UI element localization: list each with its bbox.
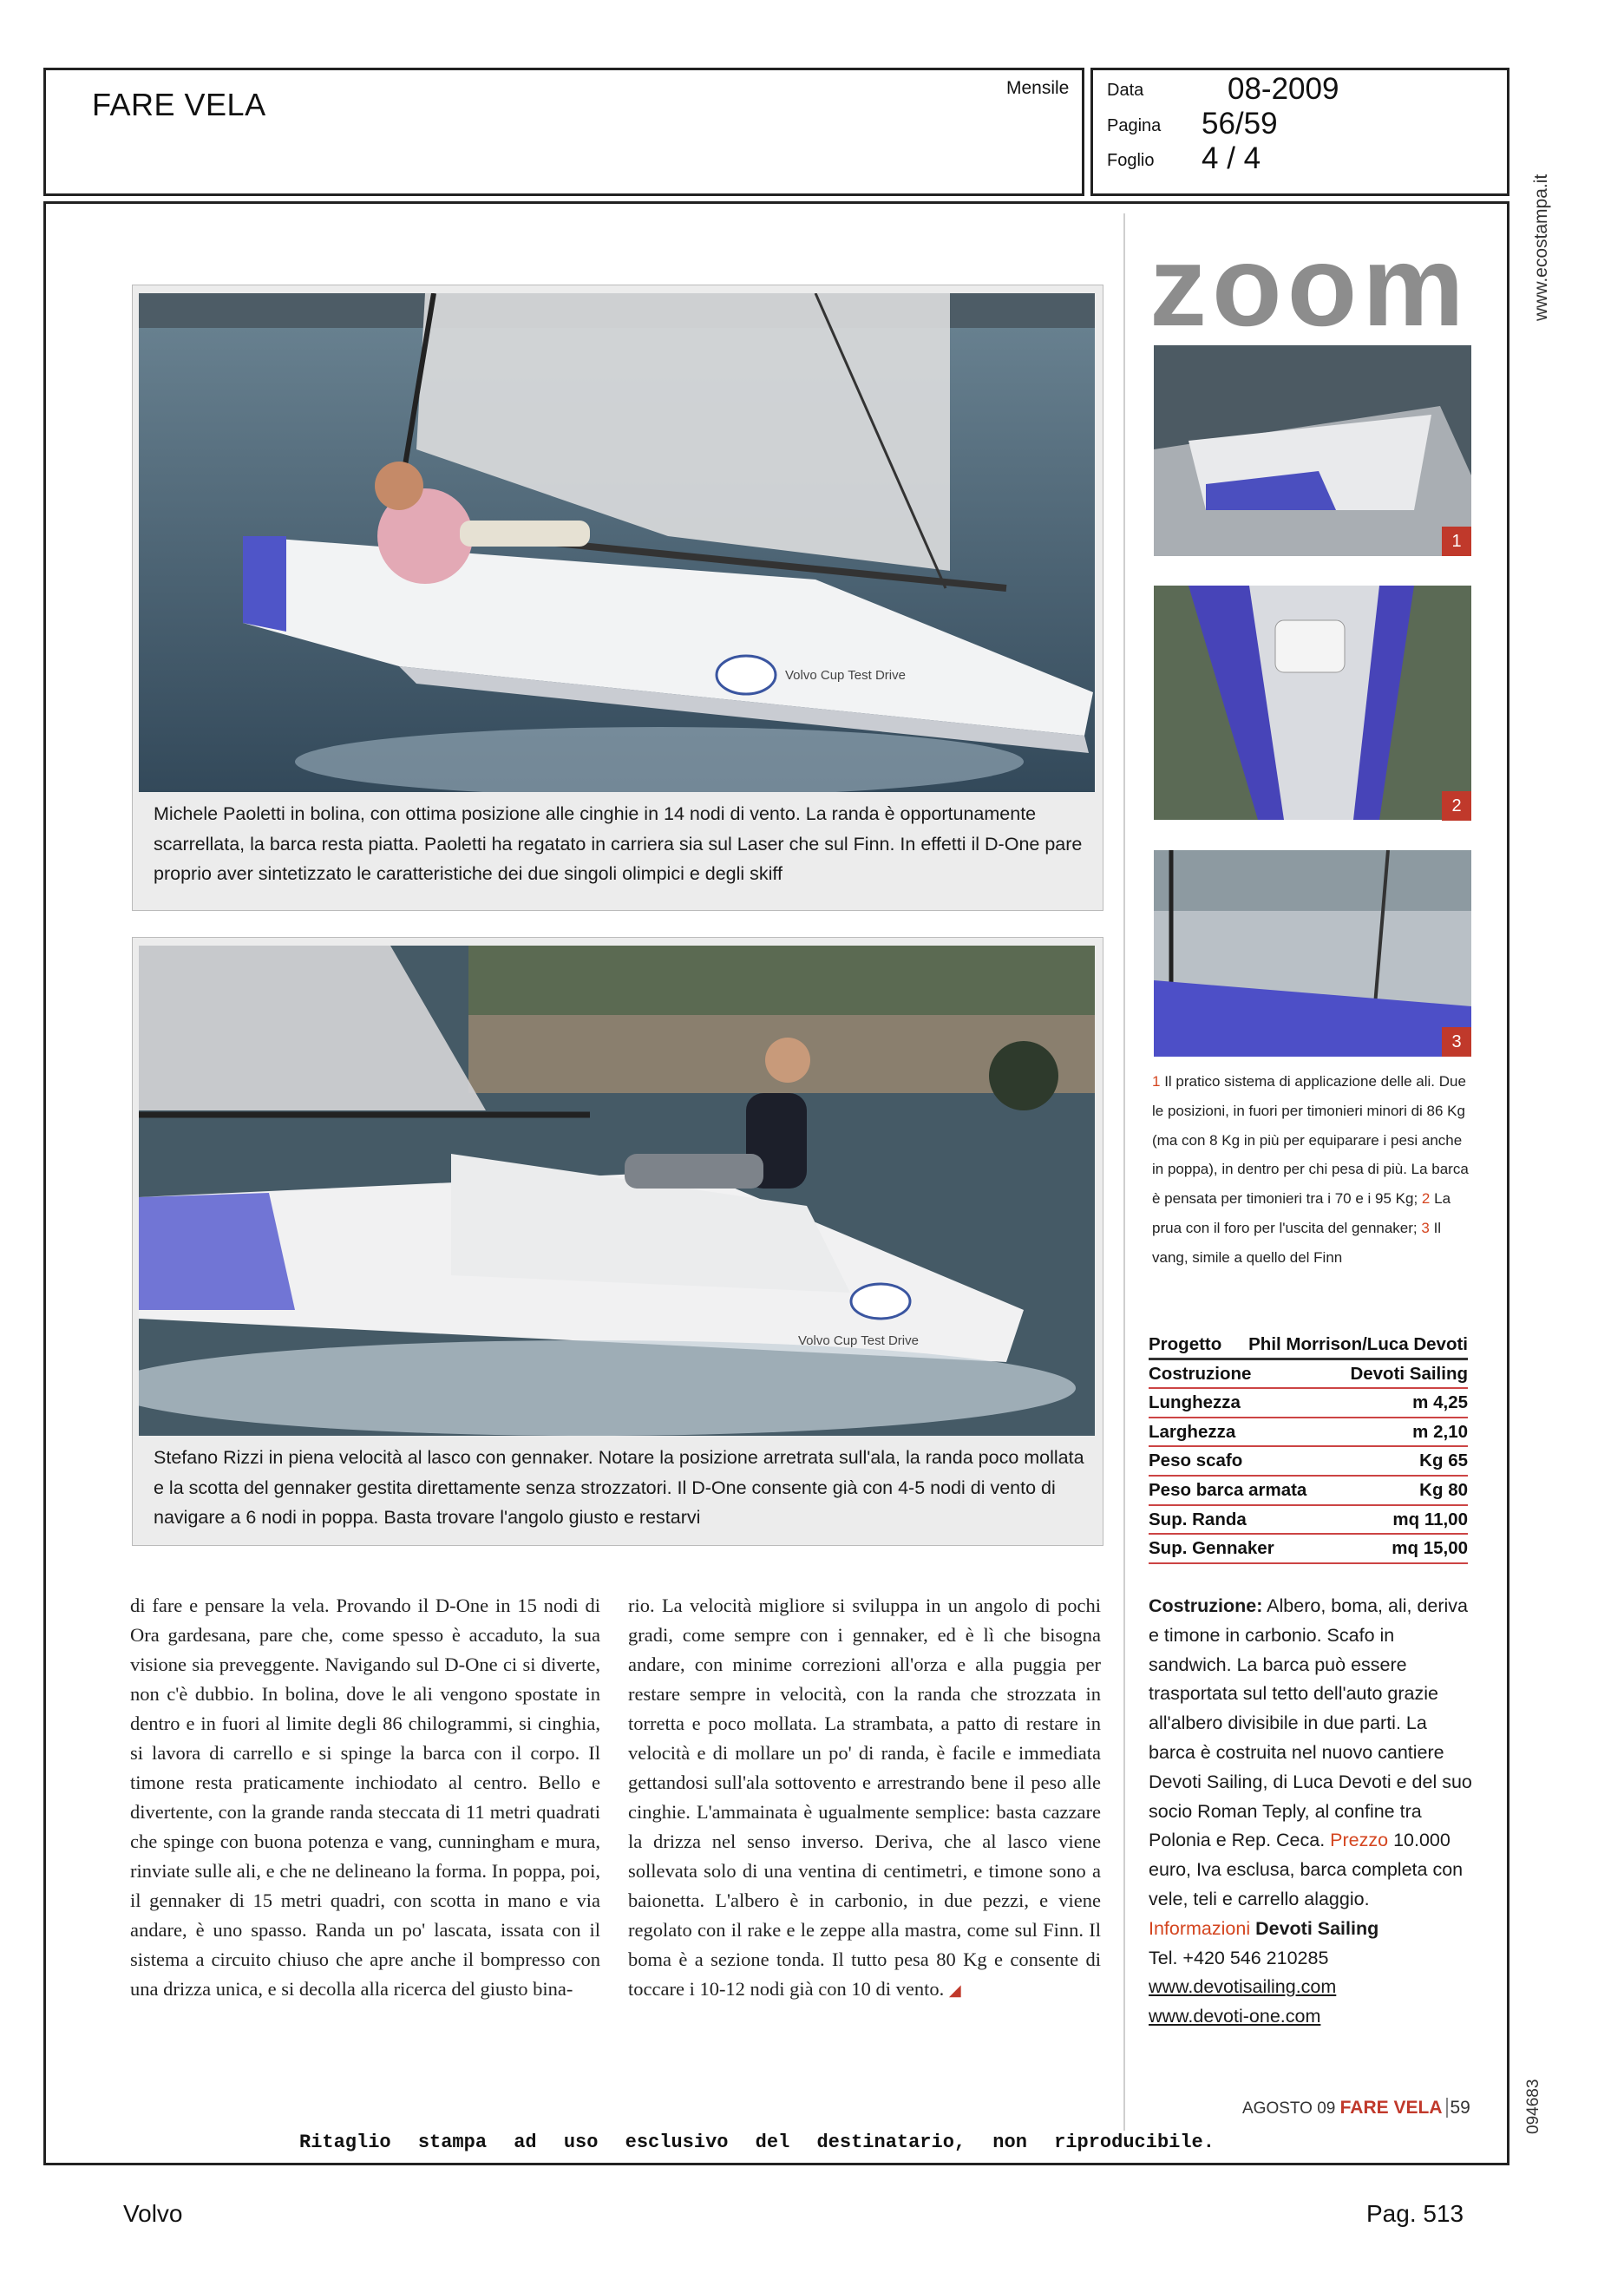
photo2-caption: Stefano Rizzi in piena velocità al lasco con gennaker. Notare la posizione arretrata sull'ala, la randa poco mollata e la scotta del gennaker gestita direttamente senza strozzatori. Il D-One consente già con 4-5 nodi di vento di navigare a 6 nodi in poppa. Basta trovare l'angolo giusto e restarvi (154, 1447, 1084, 1528)
spec-header-row (1149, 1331, 1468, 1360)
info-url-1[interactable]: www.devotisailing.com (1149, 1976, 1337, 1998)
spec-label: Sup. Randa (1149, 1509, 1247, 1529)
zoom-photo-1-image (1154, 345, 1471, 556)
spec-value: mq 11,00 (1392, 1509, 1468, 1529)
end-mark-icon: ◢ (948, 1981, 961, 1999)
spec-row (1149, 1418, 1468, 1448)
info-tel: Tel. +420 546 210285 (1149, 1947, 1329, 1968)
spec-value: Kg 80 (1419, 1479, 1468, 1500)
folio-month: AGOSTO 09 (1242, 2099, 1336, 2118)
publication-name: FARE VELA (92, 87, 266, 122)
info-url-2[interactable]: www.devoti-one.com (1149, 2006, 1321, 2027)
pagina-value: 56/59 (1202, 107, 1278, 141)
zoom-photo-2 (1154, 586, 1471, 820)
zoom-caption-text-2: La prua con il foro per l'uscita del gennaker; (1152, 1190, 1451, 1236)
photo1-image (139, 293, 1095, 792)
zoom-caption-num-2: 2 (1421, 1190, 1431, 1208)
body-column-1 (130, 1591, 600, 2004)
photo1-sail-text: Volvo Cup Test Drive (785, 668, 906, 683)
side-code: 094683 (1524, 2079, 1542, 2134)
side-url: www.ecostampa.it (1531, 174, 1551, 321)
reproduction-notice: Ritaglio stampa ad uso esclusivo del destinatario, non riproducibile. (299, 2132, 1215, 2153)
spec-label: Peso barca armata (1149, 1479, 1307, 1500)
spec-row (1149, 1389, 1468, 1418)
spec-row (1149, 1447, 1468, 1477)
photo2-image (139, 946, 1095, 1436)
pagina-label: Pagina (1107, 116, 1162, 135)
folio-magazine: FARE VELA (1339, 2098, 1443, 2118)
zoom-caption (1152, 1067, 1471, 1273)
frequency-label: Mensile (1006, 78, 1070, 98)
foglio-label: Foglio (1107, 151, 1155, 170)
zoom-photo-2-image (1154, 586, 1471, 820)
zoom-photo-1 (1154, 345, 1471, 556)
spec-value: Kg 65 (1419, 1451, 1468, 1471)
zoom-caption-num-3: 3 (1421, 1219, 1430, 1236)
spec-label: Larghezza (1149, 1421, 1236, 1442)
informazioni-label: Informazioni (1149, 1917, 1251, 1939)
folio-page: 59 (1446, 2098, 1470, 2118)
spec-row (1149, 1535, 1468, 1564)
prezzo-text: 10.000 euro, Iva esclusa, barca completa con vele, teli e carrello alaggio. (1149, 1830, 1464, 1909)
sailing-photo-1 (139, 293, 1095, 792)
spec-label: Lunghezza (1149, 1392, 1241, 1413)
footer-left: Volvo (123, 2200, 183, 2227)
spec-value: m 4,25 (1412, 1392, 1468, 1413)
spec-value: m 2,10 (1412, 1421, 1468, 1442)
zoom-badge-2: 2 (1442, 791, 1471, 821)
spec-row (1149, 1477, 1468, 1506)
body-column-2-text: rio. La velocità migliore si sviluppa in un angolo di pochi gradi, come sempre con i gennaker, ed è lì che bisogna andare, con minime correzioni all'orza e alla puggia per restare sempre in velocità, con la randa che strozzata in torretta e poco mollata. La strambata, a patto di restare in velocità e di mollare un po' di randa, è facile e immediata gettandosi sull'ala sottovento e arrestrando bene il peso alle cinghie. L'ammainata è ugualmente semplice: basta cazzare la drizza nel senso inverso. Deriva, che al lasco viene sollevata solo di una ventina di centimetri, e timone sono a baionetta. L'albero è in carbonio, in due pezzi, e viene regolato con il rake e le zeppe alla mastra, come sul Finn. Il boma è a sezione tonda. Il tutto pesa 80 Kg e consente di toccare i 10-12 nodi già con 10 di vento. (628, 1595, 1101, 2000)
spec-row (1149, 1506, 1468, 1536)
spec-value: Devoti Sailing (1350, 1363, 1468, 1384)
prezzo-label: Prezzo (1330, 1830, 1389, 1851)
photo2-sail-text: Volvo Cup Test Drive (798, 1333, 919, 1348)
sailing-photo-2 (139, 946, 1095, 1436)
zoom-badge-1: 1 (1442, 527, 1471, 556)
zoom-caption-text-3: Il vang, simile a quello del Finn (1152, 1219, 1442, 1266)
spec-header-value: Phil Morrison/Luca Devoti (1248, 1334, 1468, 1354)
zoom-badge-3: 3 (1442, 1027, 1471, 1057)
informazioni-name: Devoti Sailing (1250, 1917, 1379, 1939)
spec-header-label: Progetto (1149, 1334, 1222, 1354)
body-column-2 (628, 1591, 1101, 2005)
zoom-sidebar-divider (1123, 213, 1125, 2131)
page-folio (1242, 2098, 1470, 2119)
spec-label: Peso scafo (1149, 1451, 1243, 1471)
data-value: 08-2009 (1228, 72, 1339, 106)
info-block (1149, 1592, 1474, 2032)
costruzione-label: Costruzione: (1149, 1595, 1263, 1616)
spec-value: mq 15,00 (1392, 1538, 1468, 1559)
zoom-caption-num-1: 1 (1152, 1073, 1161, 1090)
zoom-caption-text-1: Il pratico sistema di applicazione delle ali. Due le posizioni, in fuori per timonieri minori di 86 Kg (ma con 8 Kg in più per equiparare i pesi anche in poppa), in dentro per chi pesa di più. La barca è pensata per timonieri tra i 70 e i 95 Kg; (1152, 1073, 1469, 1208)
body-column-1-text: di fare e pensare la vela. Provando il D-One in 15 nodi di Ora gardesana, pare che, come spesso è accaduto, la sua visione sia preveggente. Navigando sul D-One ci si diverte, non c'è dubbio. In bolina, dove le ali vengono spostate in dentro e in fuori al limite degli 86 chilogrammi, si cinghia, si lavora di carrello e si spinge la barca con il corpo. Il timone resta praticamente inchiodato al centro. Bello e divertente, con la grande randa steccata di 11 metri quadrati che spinge con buona potenza e vang, cunningham e mura, rinviate sulle ali, e che ne delineano la forma. In poppa, poi, il gennaker di 15 metri quadri, con scotta in mano e via andare, è uno spasso. Randa un po' lascata, issata con il sistema a circuito chiuso che apre anche il bompresso con una drizza unica, e si decolla alla ricerca del giusto bina- (130, 1595, 600, 2000)
spec-label: Costruzione (1149, 1363, 1252, 1384)
spec-table (1149, 1331, 1468, 1564)
zoom-title: zoom (1149, 222, 1470, 338)
costruzione-text: Albero, boma, ali, deriva e timone in carbonio. Scafo in sandwich. La barca può essere trasportata sul tetto dell'auto grazie all'albero divisibile in due parti. La barca è costruita nel nuovo cantiere Devoti Sailing, di Luca Devoti e del suo socio Roman Teply, al confine tra Polonia e Rep. Ceca. (1149, 1595, 1472, 1851)
footer-right: Pag. 513 (1366, 2200, 1464, 2227)
photo1-caption: Michele Paoletti in bolina, con ottima posizione alle cinghie in 14 nodi di vento. La randa è opportunamente scarrellata, la barca resta piatta. Paoletti ha regatato in carriera sia sul Laser che sul Finn. In effetti il D-One pare proprio aver sintetizzato le caratteristiche dei due singoli olimpici e degli skiff (154, 803, 1083, 884)
zoom-photo-3 (1154, 850, 1471, 1057)
zoom-photo-3-image (1154, 850, 1471, 1057)
spec-label: Sup. Gennaker (1149, 1538, 1274, 1559)
data-label: Data (1107, 81, 1144, 100)
spec-row (1149, 1360, 1468, 1390)
foglio-value: 4 / 4 (1202, 141, 1261, 175)
